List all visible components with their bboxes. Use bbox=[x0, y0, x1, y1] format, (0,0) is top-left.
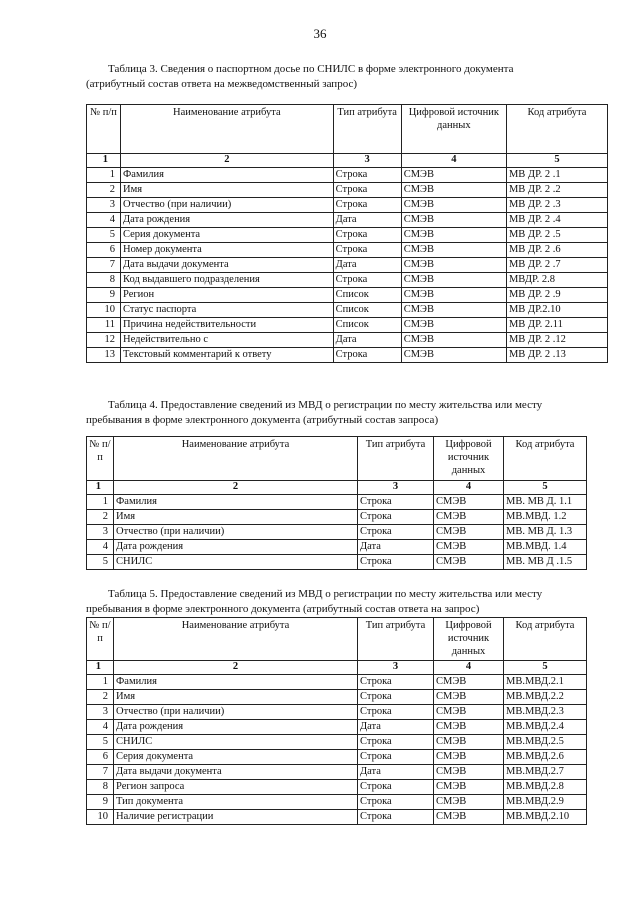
attribute-code: МВ.МВД.2.3 bbox=[504, 705, 587, 720]
attribute-name: Имя bbox=[114, 510, 358, 525]
table3-column-numbers bbox=[87, 154, 608, 168]
attribute-name: Код выдавшего подразделения bbox=[121, 273, 334, 288]
row-number: 8 bbox=[87, 273, 121, 288]
table4-column-numbers bbox=[87, 481, 587, 495]
attribute-type: Строка bbox=[333, 183, 401, 198]
attribute-type: Строка bbox=[333, 243, 401, 258]
attribute-code: МВ.МВД.2.8 bbox=[504, 780, 587, 795]
col-header-code: Код атрибута bbox=[504, 618, 587, 661]
attribute-name: Имя bbox=[121, 183, 334, 198]
row-number: 4 bbox=[87, 213, 121, 228]
table-row bbox=[87, 555, 587, 570]
row-number: 2 bbox=[87, 510, 114, 525]
table-row bbox=[87, 705, 587, 720]
data-source: СМЭВ bbox=[401, 228, 506, 243]
row-number: 1 bbox=[87, 675, 114, 690]
table-row bbox=[87, 243, 608, 258]
attribute-code: МВДР. 2.8 bbox=[506, 273, 607, 288]
data-source: СМЭВ bbox=[401, 183, 506, 198]
attribute-code: МВ ДР. 2.11 bbox=[506, 318, 607, 333]
attribute-code: МВ ДР. 2 .3 bbox=[506, 198, 607, 213]
attribute-code: МВ. МВ Д. 1.1 bbox=[504, 495, 587, 510]
row-number: 7 bbox=[87, 765, 114, 780]
row-number: 10 bbox=[87, 810, 114, 825]
col-header-code: Код атрибута bbox=[506, 105, 607, 154]
attribute-name: Отчество (при наличии) bbox=[114, 705, 358, 720]
table-row bbox=[87, 720, 587, 735]
row-number: 2 bbox=[87, 183, 121, 198]
table5-caption-line2: пребывания в форме электронного документа (атрибутный состав ответа на запрос) bbox=[86, 603, 480, 615]
table-row bbox=[87, 750, 587, 765]
attribute-code: МВ ДР.2.10 bbox=[506, 303, 607, 318]
attribute-code: МВ ДР. 2 .1 bbox=[506, 168, 607, 183]
table-row bbox=[87, 510, 587, 525]
data-source: СМЭВ bbox=[434, 540, 504, 555]
data-source: СМЭВ bbox=[401, 273, 506, 288]
attribute-name: Дата рождения bbox=[121, 213, 334, 228]
attribute-name: Отчество (при наличии) bbox=[114, 525, 358, 540]
data-source: СМЭВ bbox=[434, 750, 504, 765]
col-header-type: Тип атрибута bbox=[333, 105, 401, 154]
table-row bbox=[87, 318, 608, 333]
table5-column-numbers bbox=[87, 661, 587, 675]
table3-caption bbox=[86, 62, 606, 92]
attribute-code: МВ.МВД.2.6 bbox=[504, 750, 587, 765]
attribute-name: Номер документа bbox=[121, 243, 334, 258]
attribute-type: Строка bbox=[358, 555, 434, 570]
attribute-name: Дата рождения bbox=[114, 540, 358, 555]
table4 bbox=[86, 436, 587, 570]
row-number: 3 bbox=[87, 705, 114, 720]
row-number: 7 bbox=[87, 258, 121, 273]
attribute-name: Фамилия bbox=[114, 675, 358, 690]
attribute-name: Регион запроса bbox=[114, 780, 358, 795]
data-source: СМЭВ bbox=[401, 318, 506, 333]
attribute-type: Строка bbox=[358, 810, 434, 825]
col-number: 1 bbox=[87, 661, 114, 675]
row-number: 10 bbox=[87, 303, 121, 318]
row-number: 13 bbox=[87, 348, 121, 363]
attribute-code: МВ ДР. 2 .13 bbox=[506, 348, 607, 363]
data-source: СМЭВ bbox=[434, 555, 504, 570]
attribute-name: Статус паспорта bbox=[121, 303, 334, 318]
data-source: СМЭВ bbox=[434, 735, 504, 750]
attribute-code: МВ.МВД.2.2 bbox=[504, 690, 587, 705]
attribute-type: Строка bbox=[358, 750, 434, 765]
attribute-name: СНИЛС bbox=[114, 735, 358, 750]
attribute-type: Строка bbox=[358, 795, 434, 810]
table3-body bbox=[87, 168, 608, 363]
table-row bbox=[87, 213, 608, 228]
attribute-code: МВ. МВ Д. 1.3 bbox=[504, 525, 587, 540]
table-row bbox=[87, 795, 587, 810]
table5-caption bbox=[86, 587, 606, 617]
col-number: 1 bbox=[87, 154, 121, 168]
attribute-type: Строка bbox=[358, 705, 434, 720]
row-number: 9 bbox=[87, 795, 114, 810]
col-header-name: Наименование атрибута bbox=[114, 437, 358, 481]
data-source: СМЭВ bbox=[434, 765, 504, 780]
row-number: 4 bbox=[87, 720, 114, 735]
data-source: СМЭВ bbox=[434, 495, 504, 510]
table-row bbox=[87, 780, 587, 795]
table-row bbox=[87, 198, 608, 213]
data-source: СМЭВ bbox=[434, 675, 504, 690]
data-source: СМЭВ bbox=[434, 510, 504, 525]
data-source: СМЭВ bbox=[401, 288, 506, 303]
row-number: 4 bbox=[87, 540, 114, 555]
table3-caption-line1: Таблица 3. Сведения о паспортном досье по СНИЛС в форме электронного документа bbox=[108, 63, 514, 75]
table-row bbox=[87, 273, 608, 288]
row-number: 6 bbox=[87, 750, 114, 765]
attribute-type: Список bbox=[333, 288, 401, 303]
attribute-type: Строка bbox=[358, 690, 434, 705]
attribute-code: МВ.МВД.2.7 bbox=[504, 765, 587, 780]
table-row bbox=[87, 675, 587, 690]
attribute-code: МВ ДР. 2 .12 bbox=[506, 333, 607, 348]
attribute-type: Строка bbox=[358, 495, 434, 510]
attribute-type: Строка bbox=[333, 273, 401, 288]
col-header-type: Тип атрибута bbox=[358, 618, 434, 661]
attribute-type: Дата bbox=[358, 540, 434, 555]
table-row bbox=[87, 258, 608, 273]
data-source: СМЭВ bbox=[434, 525, 504, 540]
attribute-code: МВ.МВД. 1.4 bbox=[504, 540, 587, 555]
attribute-code: МВ.МВД. 1.2 bbox=[504, 510, 587, 525]
table-row bbox=[87, 735, 587, 750]
table-row bbox=[87, 810, 587, 825]
data-source: СМЭВ bbox=[434, 705, 504, 720]
row-number: 6 bbox=[87, 243, 121, 258]
attribute-type: Список bbox=[333, 318, 401, 333]
col-number: 3 bbox=[333, 154, 401, 168]
table-row bbox=[87, 168, 608, 183]
table-row bbox=[87, 348, 608, 363]
table-row bbox=[87, 495, 587, 510]
col-header-type: Тип атрибута bbox=[358, 437, 434, 481]
attribute-name: Серия документа bbox=[114, 750, 358, 765]
attribute-name: Серия документа bbox=[121, 228, 334, 243]
attribute-code: МВ.МВД.2.5 bbox=[504, 735, 587, 750]
col-number: 2 bbox=[121, 154, 334, 168]
data-source: СМЭВ bbox=[401, 168, 506, 183]
data-source: СМЭВ bbox=[434, 795, 504, 810]
table4-caption-line2: пребывания в форме электронного документа (атрибутный состав запроса) bbox=[86, 414, 439, 426]
attribute-code: МВ ДР. 2 .6 bbox=[506, 243, 607, 258]
row-number: 9 bbox=[87, 288, 121, 303]
attribute-name: Дата рождения bbox=[114, 720, 358, 735]
table4-body bbox=[87, 495, 587, 570]
col-number: 5 bbox=[506, 154, 607, 168]
attribute-type: Строка bbox=[333, 168, 401, 183]
col-number: 2 bbox=[114, 661, 358, 675]
col-number: 3 bbox=[358, 661, 434, 675]
table5-header-row bbox=[87, 618, 587, 661]
data-source: СМЭВ bbox=[401, 213, 506, 228]
table5-caption-line1: Таблица 5. Предоставление сведений из МВД о регистрации по месту жительства или месту bbox=[108, 588, 543, 600]
page-number: 36 bbox=[313, 26, 327, 41]
col-header-number: № п/п bbox=[87, 437, 114, 481]
table5 bbox=[86, 617, 587, 825]
attribute-type: Строка bbox=[358, 525, 434, 540]
row-number: 1 bbox=[87, 168, 121, 183]
col-number: 4 bbox=[401, 154, 506, 168]
attribute-name: Имя bbox=[114, 690, 358, 705]
attribute-code: МВ.МВД.2.4 bbox=[504, 720, 587, 735]
row-number: 2 bbox=[87, 690, 114, 705]
attribute-name: Причина недействительности bbox=[121, 318, 334, 333]
attribute-name: Регион bbox=[121, 288, 334, 303]
attribute-name: Отчество (при наличии) bbox=[121, 198, 334, 213]
row-number: 5 bbox=[87, 228, 121, 243]
table4-caption bbox=[86, 398, 606, 428]
row-number: 5 bbox=[87, 735, 114, 750]
col-number: 4 bbox=[434, 661, 504, 675]
data-source: СМЭВ bbox=[434, 810, 504, 825]
attribute-type: Строка bbox=[358, 510, 434, 525]
attribute-code: МВ.МВД.2.9 bbox=[504, 795, 587, 810]
data-source: СМЭВ bbox=[401, 258, 506, 273]
data-source: СМЭВ bbox=[401, 303, 506, 318]
table-row bbox=[87, 228, 608, 243]
data-source: СМЭВ bbox=[401, 348, 506, 363]
row-number: 1 bbox=[87, 495, 114, 510]
attribute-type: Дата bbox=[358, 765, 434, 780]
data-source: СМЭВ bbox=[434, 690, 504, 705]
row-number: 12 bbox=[87, 333, 121, 348]
table-row bbox=[87, 288, 608, 303]
attribute-code: МВ. МВ Д .1.5 bbox=[504, 555, 587, 570]
col-header-source: Цифровой источник данных bbox=[434, 618, 504, 661]
row-number: 5 bbox=[87, 555, 114, 570]
col-header-code: Код атрибута bbox=[504, 437, 587, 481]
attribute-type: Список bbox=[333, 303, 401, 318]
attribute-name: Текстовый комментарий к ответу bbox=[121, 348, 334, 363]
attribute-name: Фамилия bbox=[114, 495, 358, 510]
attribute-name: Тип документа bbox=[114, 795, 358, 810]
attribute-type: Дата bbox=[358, 720, 434, 735]
attribute-name: Дата выдачи документа bbox=[114, 765, 358, 780]
col-number: 2 bbox=[114, 481, 358, 495]
attribute-name: Дата выдачи документа bbox=[121, 258, 334, 273]
table-row bbox=[87, 525, 587, 540]
table-row bbox=[87, 690, 587, 705]
row-number: 11 bbox=[87, 318, 121, 333]
table3-caption-line2: (атрибутный состав ответа на межведомственный запрос) bbox=[86, 78, 358, 90]
table-row bbox=[87, 183, 608, 198]
attribute-name: СНИЛС bbox=[114, 555, 358, 570]
attribute-type: Строка bbox=[358, 735, 434, 750]
col-header-name: Наименование атрибута bbox=[121, 105, 334, 154]
col-number: 5 bbox=[504, 661, 587, 675]
data-source: СМЭВ bbox=[401, 333, 506, 348]
data-source: СМЭВ bbox=[434, 780, 504, 795]
col-number: 5 bbox=[504, 481, 587, 495]
col-number: 4 bbox=[434, 481, 504, 495]
col-header-number: № п/п bbox=[87, 105, 121, 154]
col-header-source: Цифровой источник данных bbox=[434, 437, 504, 481]
col-number: 3 bbox=[358, 481, 434, 495]
table-row bbox=[87, 303, 608, 318]
col-number: 1 bbox=[87, 481, 114, 495]
row-number: 8 bbox=[87, 780, 114, 795]
col-header-number: № п/п bbox=[87, 618, 114, 661]
attribute-type: Строка bbox=[333, 228, 401, 243]
attribute-type: Дата bbox=[333, 333, 401, 348]
table3-header-row bbox=[87, 105, 608, 154]
table4-header-row bbox=[87, 437, 587, 481]
table4-caption-line1: Таблица 4. Предоставление сведений из МВД о регистрации по месту жительства или месту bbox=[108, 399, 543, 411]
col-header-source: Цифровой источник данных bbox=[401, 105, 506, 154]
attribute-code: МВ ДР. 2 .7 bbox=[506, 258, 607, 273]
attribute-name: Фамилия bbox=[121, 168, 334, 183]
data-source: СМЭВ bbox=[401, 243, 506, 258]
table3 bbox=[86, 104, 608, 363]
attribute-name: Недействительно с bbox=[121, 333, 334, 348]
row-number: 3 bbox=[87, 198, 121, 213]
attribute-code: МВ.МВД.2.1 bbox=[504, 675, 587, 690]
attribute-code: МВ ДР. 2 .2 bbox=[506, 183, 607, 198]
attribute-type: Строка bbox=[333, 348, 401, 363]
attribute-type: Строка bbox=[358, 675, 434, 690]
attribute-code: МВ.МВД.2.10 bbox=[504, 810, 587, 825]
attribute-type: Строка bbox=[333, 198, 401, 213]
table-row bbox=[87, 333, 608, 348]
data-source: СМЭВ bbox=[434, 720, 504, 735]
col-header-name: Наименование атрибута bbox=[114, 618, 358, 661]
attribute-code: МВ ДР. 2 .4 bbox=[506, 213, 607, 228]
table5-body bbox=[87, 675, 587, 825]
attribute-type: Строка bbox=[358, 780, 434, 795]
data-source: СМЭВ bbox=[401, 198, 506, 213]
attribute-type: Дата bbox=[333, 213, 401, 228]
table-row bbox=[87, 765, 587, 780]
attribute-name: Наличие регистрации bbox=[114, 810, 358, 825]
table-row bbox=[87, 540, 587, 555]
attribute-type: Дата bbox=[333, 258, 401, 273]
row-number: 3 bbox=[87, 525, 114, 540]
attribute-code: МВ ДР. 2 .9 bbox=[506, 288, 607, 303]
attribute-code: МВ ДР. 2 .5 bbox=[506, 228, 607, 243]
